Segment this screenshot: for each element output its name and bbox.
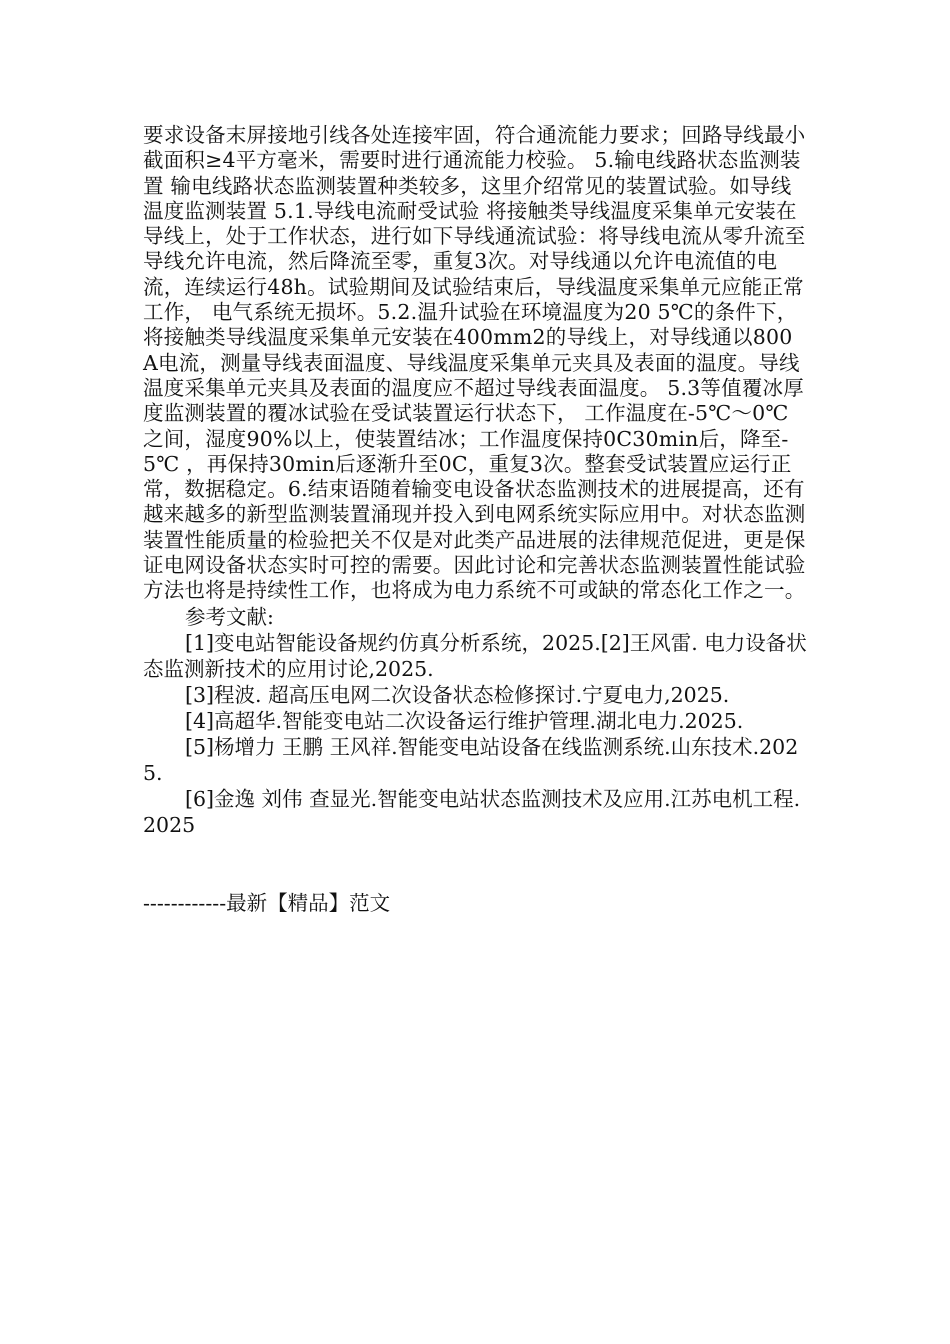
document-page	[143, 123, 807, 916]
body-paragraph: 要求设备末屏接地引线各处连接牢固，符合通流能力要求；回路导线最小截面积≥4平方毫米，需要时进行通流能力校验。 5.输电线路状态监测装置 输电线路状态监测装置种类较多，这里介绍常见的装置试验。如导线温度监测装置 5.1.导线电流耐受试验 将接触类导线温度采集单元安装在导线上，处于工作状态，进行如下导线通流试验：将导线电流从零升流至导线允许电流，然后降流至零，重复3次。对导线通以允许电流值的电流，连续运行48h。试验期间及试验结束后，导线温度采集单元应能正常工作， 电气系统无损坏。5.2.温升试验在环境温度为20 5℃的条件下，将接触类导线温度采集单元安装在400mm2的导线上，对导线通以800A电流，测量导线表面温度、导线温度采集单元夹具及表面的温度。导线温度采集单元夹具及表面的温度应不超过导线表面温度。 5.3等值覆冰厚度监测装置的覆冰试验在受试装置运行状态下， 工作温度在-5℃～0℃之间，湿度90%以上，使装置结冰；工作温度保持0C30min后，降至-5℃ ，再保持30min后逐渐升至0C，重复3次。整套受试装置应运行正常，数据稳定。6.结束语随着输变电设备状态监测技术的进展提高，还有越来越多的新型监测装置涌现并投入到电网系统实际应用中。对状态监测装置性能质量的检验把关不仅是对此类产品进展的法律规范促进，更是保证电网设备状态实时可控的需要。因此讨论和完善状态监测装置性能试验方法也将是持续性工作，也将成为电力系统不可或缺的常态化工作之一。	[143, 123, 806, 603]
footer-text: ------------最新【精品】范文	[143, 890, 391, 915]
references-section	[143, 604, 807, 838]
reference-item-5: [5]杨增力 王鹏 王风祥.智能变电站设备在线监测系统.山东技术.2025.	[143, 734, 799, 785]
reference-item-6: [6]金逸 刘伟 查显光.智能变电站状态监测技术及应用.江苏电机工程.2025	[143, 786, 801, 837]
reference-item-1: [1]变电站智能设备规约仿真分析系统，2025.[2]王风雷. 电力设备状态监测新技术的应用讨论,2025.	[143, 630, 807, 681]
references-heading: 参考文献:	[185, 604, 274, 629]
reference-item-3: [3]程波. 超高压电网二次设备状态检修探讨.宁夏电力,2025.	[185, 682, 730, 707]
reference-item-4: [4]高超华.智能变电站二次设备运行维护管理.湖北电力.2025.	[185, 708, 744, 733]
